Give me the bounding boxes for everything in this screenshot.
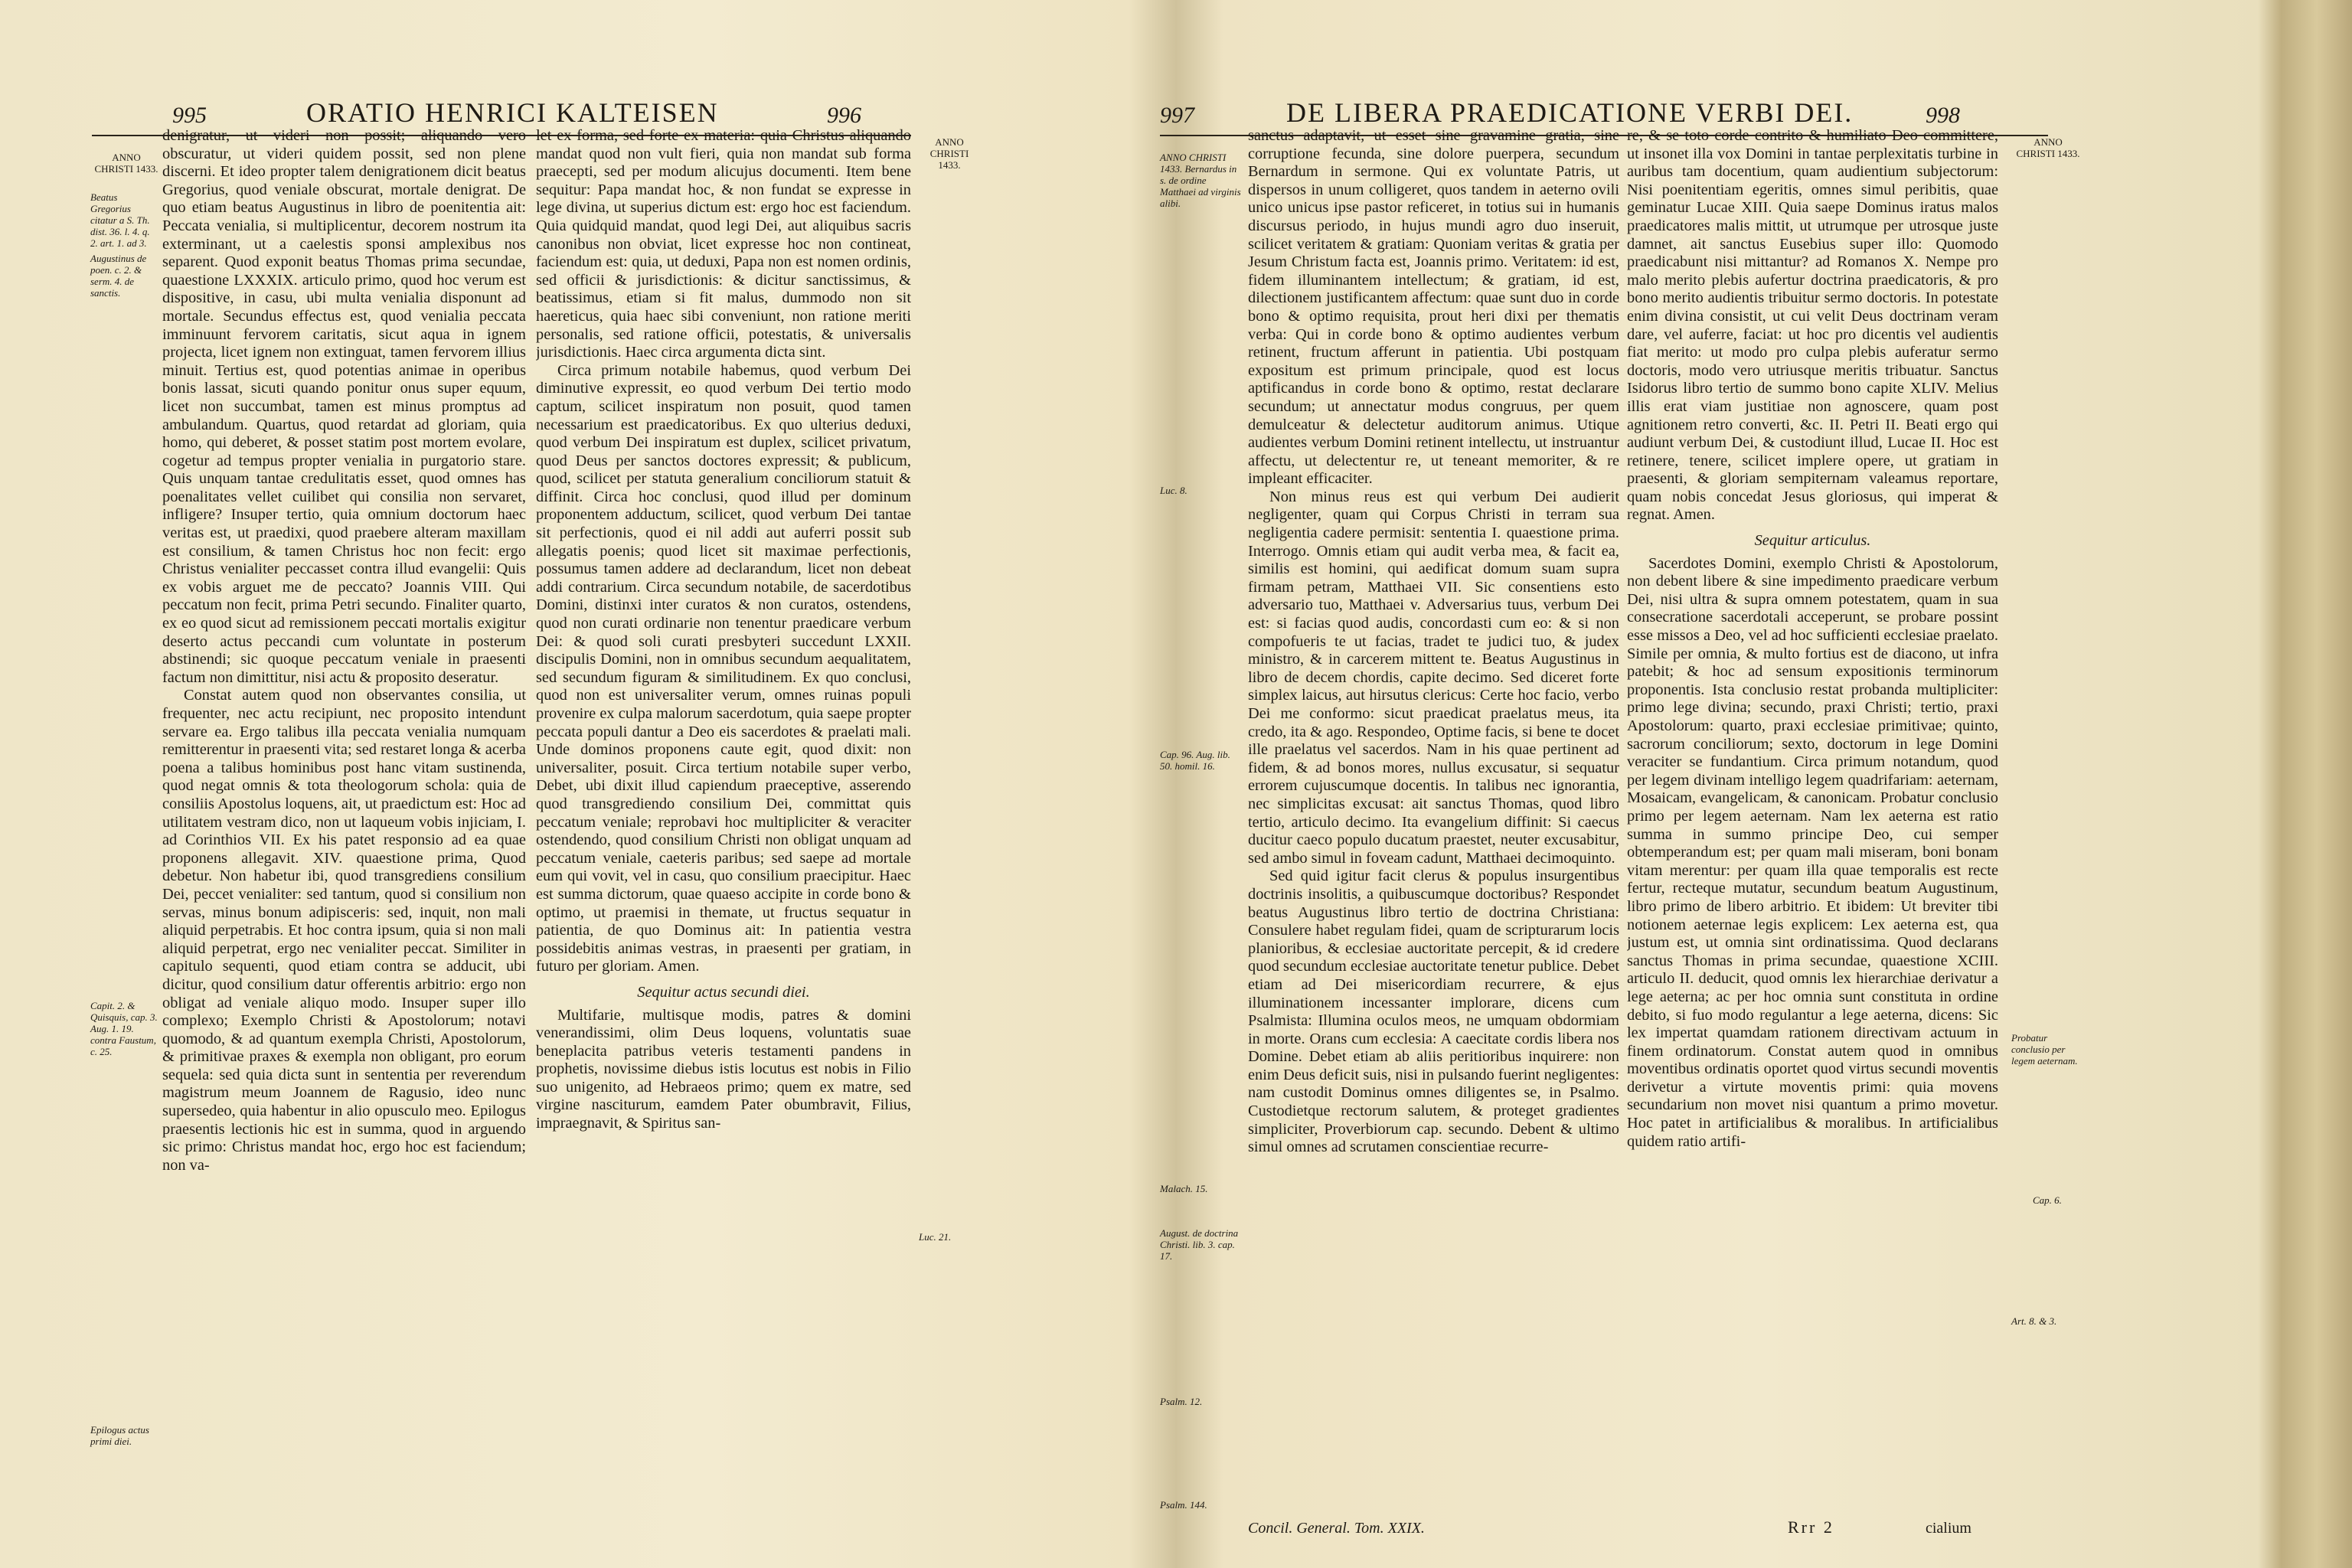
paragraph: let ex forma, sed forte ex materia: quia Christus aliquando mandat quod non vult fieri, quia non mandat sub forma praecepti, sed per modum alicujus documenti. Item bene sequitur: Papa mandat hoc, & non fundat se expresse in lege divina, ut superius dictum est: ergo hoc est faciendum. Quia quidquid mandat, quod legi Dei, aut aliquibus sacris canonibus non obviat, licet expresse hoc non contineat, faciendum est: quia, ut deduxi, Papa non est nomen ordinis, sed officii & jurisdictionis: & dicitur sanctissimus, & beatissimus, etiam si fit malus, dummodo non sit haereticus, quia haec sibi conveniunt, non ratione meriti personalis, sed ratione officii, potestatis, & universalis jurisdictionis. Haec circa argumenta dicta sint. [536,127,911,361]
text-column-1 [1248,127,1619,1482]
margin-note: Psalm. 144. [1160,1499,1207,1511]
page-number: 995 [172,103,207,128]
margin-note: Luc. 21. [919,1231,952,1243]
footer-volume: Concil. General. Tom. XXIX. [1248,1520,1425,1537]
paragraph: Sacerdotes Domini, exemplo Christi & Apostolorum, non debent libere & sine impedimento praedicare verbum Dei, nisi ultra & supra omnem potestatem, quam in sua consecratione sacerdotali acceperunt, se probare possint esse missos a Deo, vel ad hoc sufficienti ecclesiae praelato. Simile per omnia, & multo fortius est de diacono, ut infra patebit; & hoc ad sensum expositionis terminorum proponentis. Ista conclusio restat probanda multipliciter: primo lege divina; secundo, praxi Christi; tertio, praxi Apostolorum: quarto, praxi ecclesiae primitivae; quinto, sacrorum conciliorum; sexto, doctorum in lege Domini veraciter se fundantium. Circa primum notandum, quod per legem divinam intelligo legem quadrifariam: aeternam, Mosaicam, evangelicam, & canonicam. Probatur conclusio primo per legem aeternam. Nam lex aeterna est ratio summa in summo principe Deo, cui semper obtemperandum est; per quam mali miseram, boni bonam vitam merentur: per quam illa quae temporalis est recte fertur, recteque mutatur, secundum beatum Augustinum, libro primo de libero arbitrio. Et ibidem: Ut breviter tibi notionem aeternae legis explicem: Lex aeterna est, qua justum est, ut omnia sint ordinatissima. Quod declarans sanctus Thomas in prima secundae, quaestione XCIII. articulo II. deducit, quod omnis lex hierarchiae derivatur a lege aeterna; ac per hoc omnia sunt constituta in ordine debito, si fuo modo regulantur a lege aeterna, dicens: Sic lex impertat quamdam rationem directivam actuum in finem ordinatorum. Constat autem quod in omnibus moventibus ordinatis oportet quod virtus secundi moventis derivetur a virtute moventis primi: quia movens secundarium non movet nisi quantum a primo movetur. Hoc patet in artificialibus & moralibus. In artificialibus quidem ratio artifi- [1627,554,1998,1150]
margin-note: Cap. 6. [2033,1194,2062,1206]
margin-note: Luc. 8. [1160,485,1187,496]
section-heading: Sequitur actus secundi diei. [637,983,810,1001]
margin-note: Art. 8. & 3. [2011,1315,2057,1327]
margin-note: Epilogus actus primi diei. [90,1424,149,1447]
margin-year: ANNO CHRISTI 1433. [94,152,158,175]
running-title: DE LIBERA PRAEDICATIONE VERBI DEI. [1286,97,1854,128]
page-number: 998 [1926,103,1960,128]
page-number: 997 [1160,103,1194,128]
margin-note: Malach. 15. [1160,1183,1208,1194]
left-page [0,90,1141,1553]
margin-note: Augustinus de poen. c. 2. & serm. 4. de sanctis. [90,253,147,299]
margin-note: Beatus Gregorius citatur a S. Th. dist. 36. l. 4. q. 2. art. 1. ad 3. [90,191,150,249]
paragraph: Constat autem quod non observantes consilia, ut frequenter, nec actu recipiunt, nec proposito intendunt servare ea. Ergo talibus illa peccata venialia numquam remitterentur in praesenti vita; sed restaret longa & acerba poena a talibus hominibus post hanc vitam sustinenda, quod negat omnis & tota theologorum schola: quia de consiliis Apostolus loquens, ait, ut praedictum est: Hoc ad utilitatem vestram dico, non ut laqueum vobis injiciam, I. ad Corinthios VII. Ex his patet responsio ad ea quae proponens allegavit. XIV. quaestione prima, Quod debetur. Non habetur ibi, quod transgrediens consilium Dei, peccet venialiter: sed tantum, quod si consilium non servas, minus bonum adipisceris: sed, inquit, non mali aliquid perpetrabis. Et hoc contra ipsum, quia si non mali aliquid perpetrat, ergo nec venialiter peccat. Similiter in capitulo sequenti, quod etiam contra se adducit, ubi dicitur, quod consilium datur offerentis arbitrio: ergo non obligat ad veniale aliquo modo. Insuper super illo complexo; Exemplo Christi & Apostolorum; notavi quomodo, & ad quantum exempla Christi, Apostolorum, & primitivae praxes & exempla non obligant, pro eorum sequela: sed quia dicta sunt in sententia per reverendum magistrum meum Joannem de Ragusio, ideo nunc supersedeo, quia habentur in alio opusculo meo. Epilogus praesentis lectionis hic est in summa, quod in arguendo sic primo: Christus mandat hoc, ergo hoc est faciendum; non va- [162,687,526,1174]
paragraph: Multifarie, multisque modis, patres & domini venerandissimi, olim Deus loquens, voluntatis suae beneplacita patribus veteris testamenti pandens in prophetis, novissime diebus istis locutus est nobis in Filio suo unigenito, ad Hebraeos primo; quem ex matre, sed virgine nasciturum, eamdem Pater obumbravit, Filius, impraegnavit, & Spiritus san- [536,1006,911,1132]
margin-note: Cap. 96. Aug. lib. 50. homil. 16. [1160,749,1230,772]
margin-note: August. de doctrina Christi. lib. 3. cap. 17. [1160,1227,1239,1262]
margin-year: ANNO CHRISTI 1433. [929,136,969,171]
margin-note: ANNO CHRISTI 1433. Bernardus in s. de ordine Matthaei ad virginis alibi. [1160,152,1241,209]
page-number: 996 [827,103,861,128]
signature-mark: Rrr 2 [1788,1517,1834,1537]
paragraph: Circa primum notabile habemus, quod verbum Dei diminutive expressit, eo quod verbum Dei tertio modo captum, scilicet inspiratum non posuit, quod tamen necessarium est praedicatoribus. Ex quo ulterius deduxi, quod verbum Dei inspiratum est duplex, scilicet privatum, quod Deus per sanctos doctores expressit; & publicum, quod, scilicet per statuta generalium conciliorum statuit & diffinit. Circa hoc conclusi, quod illud per dominum proponentem adductum, scilicet, quod verbum Dei tantae sit perfectionis, quod ei nil addi aut auferri possit sub allegatis poenis; quod licet sit maximae perfectionis, possumus tamen addere ad declarandum, licet non debeat addi contrarium. Circa secundum notabile, de sacerdotibus Domini, distinxi inter curatos & non curatos, ostendens, quod non curati ordinarie non tenentur praedicare verbum Dei: & quod soli curati presbyteri succedunt LXXII. discipulis Domini, non in omnibus secundum aequalitatem, sed secundum figuram & similitudinem. Ex quo conclusi, quod non est universaliter verum, omnes ruinas populi provenire ex culpa malorum sacerdotum, quia saepe propter peccata populi dantur a Deo eis sacerdotes & praelati mali. Unde dominos proponens caute egit, quod dixit: non universaliter, posuit. Circa tertium notabile super verbo, Debet, ubi dixit illud capiendum praeceptive, asserendo quod transgrediendo consilium Dei, committat quis peccatum veniale; reprobavi hoc multipliciter & veraciter ostendendo, quod consilium Christi non obligat unquam ad peccatum veniale, caeteris paribus; sed saepe ad mortale eum qui vovit, vel in casu, quo consilium praecipitur. Haec est summa dictorum, quae quaeso accipite in corde bono & optimo, ut praemisi in themate, ut fructus sequatur in patientia, de quo Dominus ait: In patientia vestra possidebitis animas vestras, in praesenti per gratiam, in futuro per gloriam. Amen. [536,361,911,975]
catchword: cialium [1926,1520,1971,1537]
margin-year: ANNO CHRISTI 1433. [2016,136,2080,159]
text-column-1 [162,127,526,1490]
paragraph: denigratur, ut videri non possit; aliquando vero obscuratur, ut videri quidem possit, sed non plene discerni. Et ideo propter talem denigrationem dicit beatus Gregorius, quod veniale obscurat, mortale denigrat. De quo etiam beatus Augustinus in libro de poenitentia ait: Peccata venialia, si multiplicentur, decorem nostrum ita exterminant, ut a caelestis sponsi amplexibus nos separent. Quod exponit beatus Thomas prima secundae, quaestione LXXXIX. articulo primo, quod hoc verum est dispositive, in casu, ubi multa venialia disponunt ad mortale. Secundus effectus est, quod venialia peccata imminuunt fervorem caritatis, sicut aqua in ignem projecta, licet ignem non extinguat, tamen fervorem illius minuit. Tertius est, quod potentias animae in operibus bonis lassat, sicuti quando ponitur onus super equum, licet non succumbat, tamen est minus promptus ad ambulandum. Quartus, quod retardat ad gloriam, quia homo, qui deberet, & posset statim post mortem evolare, cogetur ad tempus propter venialia in purgatorio stare. Quis unquam tantae credulitatis esset, quod omnes has poenalitates vellet cuilibet qui consilia non servaret, infligere? Insuper tertio, quia omnium doctorum haec veritas est, ut praedixi, quod praebere alteram maxillam est consilium, & tamen Christus hoc non fecit: ergo Christus venialiter peccasset contra illud evangelii: Quis ex vobis arguet me de peccato? Joannis VIII. Qui peccatum non fecit, prima Petri secundo. Finaliter quarto, ex eo quod sicut ad remissionem peccati mortalis exigitur deserto actus peccandi cum voluntate in posterum abstinendi; sic quoque peccatum veniale in praesenti factum non dimittitur, nisi actu & proposito deseratur. [162,127,526,686]
running-title: ORATIO HENRICI KALTEISEN [306,97,719,128]
text-column-2 [1627,127,1998,1482]
paragraph: Non minus reus est qui verbum Dei audierit negligenter, quam qui Corpus Christi in terram sua negligentia cadere permisit: sententia I. quaestione prima. Interrogo. Omnis etiam qui audit verba mea, & facit ea, similis est homini, qui aedificat domum suam supra firmam petram, Matthaei VII. Sic consentiens esto adversario tuo, Matthaei v. Adversarius tuus, verbum Dei est: si facias quod audis, concordasti cum eo: & si non compofueris te ut facias, tradet te judici tuo, & judex ministro, & in carcerem mittent te. Beatus Augustinus in libro de decem chordis, capite decimo. Sed diceret forte simplex laicus, aut hirsutus clericus: Certe hoc facio, verbo Dei me conformo: sicut praedicat praelatus meus, ita credo, ita & ago. Respondeo, Optime facis, si bene te docet ille praelatus vel sacerdos. Nam in his quae pertinent ad fidem, & ad bonos mores, nullus excusatur, si sequatur errorem cujuscumque docentis. In talibus nec ignorantia, nec simplicitas excusat: ait sanctus Thomas, quod libro tertio, articulo decimo. Ita evangelium diffinit: Si caecus ducitur caeco populo ducatum praestet, neuter excusabitur, sed ambo simul in foveam cadunt, Matthaei decimoquinto. [1248,488,1619,867]
right-page [1160,90,2328,1553]
margin-note: Psalm. 12. [1160,1396,1203,1407]
section-heading: Sequitur articulus. [1754,532,1871,550]
paragraph: re, & se toto corde contrito & humiliato Deo committere, ut insonet illa vox Domini in tantae perplexitatis turbine in auribus tam docentium, quam audientium subjectorum: Nisi poenitentiam egeritis, omnes simul peribitis, quae geminatur Lucae XIII. Quia saepe Dominus iratus malos praedicatores malis mittit, ut utrumque per utrosque juste damnet, ait sanctus Eusebius super illo: Quomodo praedicabunt nisi mittantur? ad Romanos X. Nempe pro malo merito plebis aufertur doctrina praedicatoris, & pro bono merito audientis tribuitur sermo doctoris. In potestate enim divina consistit, ut cui velit Deus doctrinam veram dare, vel auferre, faciat: ut hoc pro dicentis vel audientis fiat merito: ut modo pro culpa plebis auferatur sermo doctoris, modo vero utriusque meritis tribuatur. Sanctus Isidorus libro tertio de summo bono capite XLIV. Melius illis erat viam justitiae non agnoscere, quam post agnitionem retro converti, &c. II. Petri II. Beati ergo qui audiunt verbum Dei, & custodiunt illud, Lucae II. Hoc est retinere, tenere, scilicet implere opere, ut gratiam in praesenti, & gloriam sempiternam valeamus reportare, quam nobis concedat Jesus gloriosus, qui imperat & regnat. Amen. [1627,127,1998,524]
margin-note: Capit. 2. & Quisquis, cap. 3. Aug. 1. 19. contra Faustum, c. 25. [90,1000,158,1057]
text-column-2 [536,127,911,1490]
margin-note: Probatur conclusio per legem aeternam. [2011,1032,2078,1067]
paragraph: sanctus adaptavit, ut esset sine gravamine gratia, sine corruptione fecunda, sine dolore puerpera, secundum Bernardum in sermone. Qui ex voluntate Patris, ut dispersos in unum colligeret, quos tandem in aeterno ovili unico unicus ipse pastor reficeret, in totius sui in humanis discursus periodo, in hujus mundi agro duo inseruit, scilicet veritatem & gratiam: Quoniam veritas & gratia per Jesum Christum facta est, Joannis primo. Veritatem: id est, fidem illuminantem intellectum; & gratiam, id est, dilectionem justificantem affectum: quae sunt duo in corde bono & optimo requisita, prout heri dixi per thematis verba: Qui in corde bono & optimo audientes verbum retinent, fructum afferunt in patientia. Ubi postquam expositum est primum principale, quod est locus aptificandus in corde bono & optimo, restat declarare secundum; ut annectatur modus congruus, per quem demulceatur & delectetur auditorum animus. Utique audientes verbum Domini retinent intellectu, ut instruantur affectu, ut delectentur re, ut teneant memoriter, & re impleant efficaciter. [1248,127,1619,488]
paragraph: Sed quid igitur facit clerus & populus insurgentibus doctrinis insolitis, a quibuscumque doctoribus? Respondet beatus Augustinus libro tertio de doctrina Christiana: Consulere habet regulam fidei, quam de scripturarum locis planioribus, & ecclesiae auctoritate percepit, & id credere quod secundum ecclesiae auctoritate tenetur publice. Debet etiam ad Dei misericordiam recurrere, & ejus illuminationem incessanter implorare, dicens cum Psalmista: Illumina oculos meos, ne umquam obdormiam in morte. Orans cum ecclesia: A caecitate cordis libera nos Domine. Debet etiam ab aliis peritioribus inquirere: non enim Deus deficit suis, nisi in pulsando fuerint negligentes: nam custodit Dominus omnes diligentes se, in Psalmo. Custodietque rectorum salutem, & proteget gradientes simpliciter, Proverbiorum cap. secundo. Debent & ultimo simul omnes ad scrutamen conscientiae recurre- [1248,867,1619,1156]
